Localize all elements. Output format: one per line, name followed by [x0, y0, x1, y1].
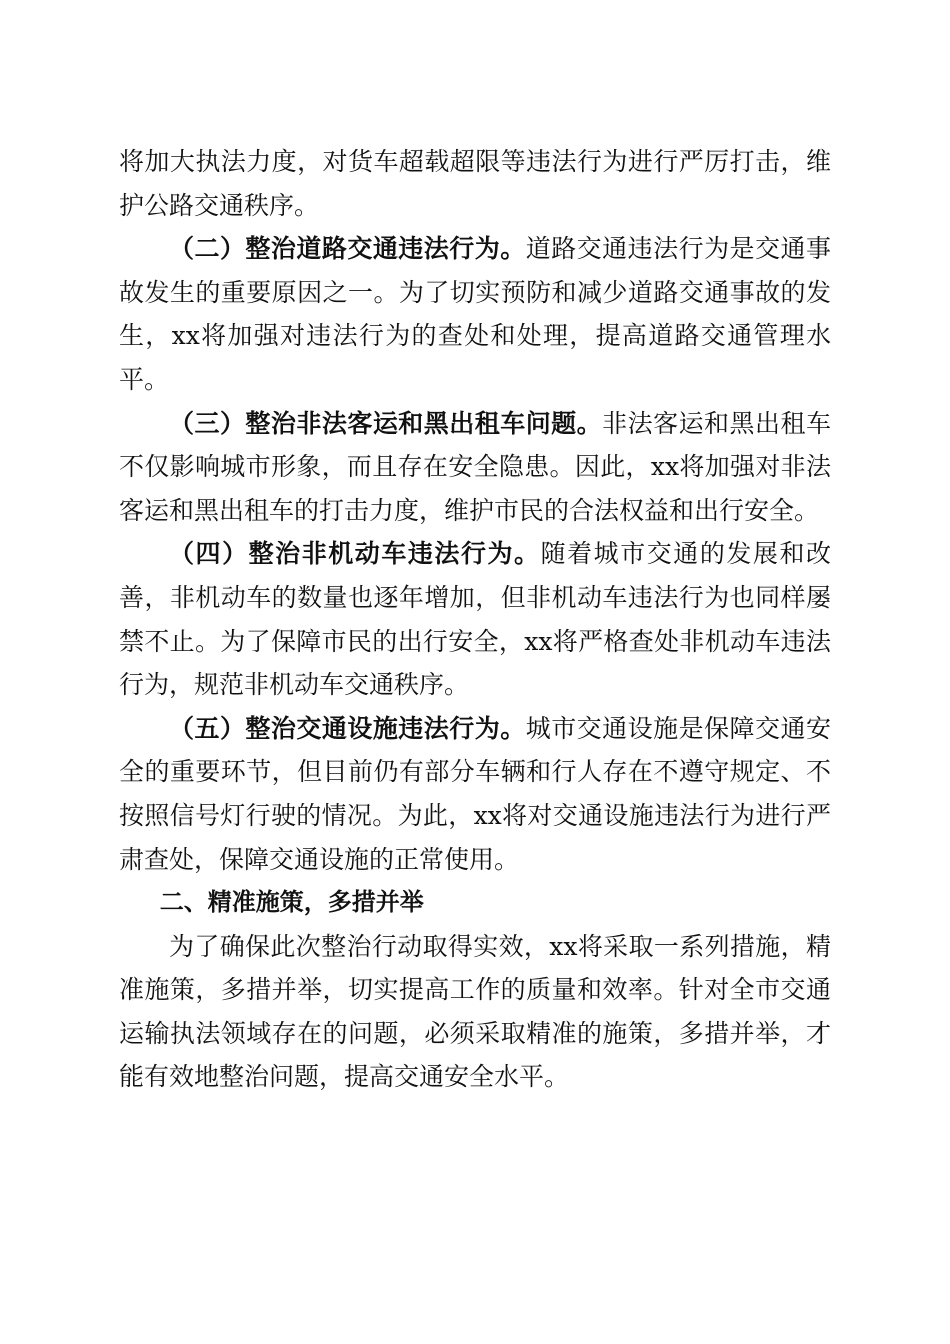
paragraph-body: 非法客运和黑出租车不仅影响城市形象，而且存在安全隐患。因此，xx将加强对非法客运和黑出租车的打击力度，维护市民的合法权益和出行安全。 — [119, 408, 831, 525]
paragraph-body: 将加大执法力度，对货车超载超限等违法行为进行严厉打击，维护公路交通秩序。 — [119, 147, 831, 220]
paragraph-lead: （二）整治道路交通违法行为。 — [169, 234, 526, 264]
closing-paragraph: 为了确保此次整治行动取得实效，xx将采取一系列措施，精准施策，多措并举，切实提高工作的质量和效率。针对全市交通运输执法领域存在的问题，必须采取精准的施策，多措并举，才能有效地整治问题，提高交通安全水平。 — [119, 931, 831, 1092]
section-heading: 二、精准施策，多措并举 — [159, 888, 424, 917]
paragraph-lead: （三）整治非法客运和黑出租车问题。 — [169, 408, 603, 438]
paragraph-item-2 — [119, 227, 831, 401]
paragraph-continuation — [119, 140, 831, 227]
paragraph-lead: （四）整治非机动车违法行为。 — [169, 539, 541, 569]
paragraph-item-4 — [119, 532, 831, 706]
paragraph-body: 道路交通违法行为是交通事故发生的重要原因之一。为了切实预防和减少道路交通事故的发生，xx将加强对违法行为的查处和处理，提高道路交通管理水平。 — [119, 234, 831, 394]
paragraph-lead: （五）整治交通设施违法行为。 — [169, 713, 526, 743]
paragraph-body: 随着城市交通的发展和改善，非机动车的数量也逐年增加，但非机动车违法行为也同样屡禁不止。为了保障市民的出行安全，xx将严格查处非机动车违法行为，规范非机动车交通秩序。 — [119, 539, 831, 700]
document-body — [119, 140, 831, 1099]
paragraph-item-3 — [119, 402, 831, 533]
paragraph-item-5 — [119, 707, 831, 881]
paragraph-body: 城市交通设施是保障交通安全的重要环节，但目前仍有部分车辆和行人存在不遵守规定、不按照信号灯行驶的情况。为此，xx将对交通设施违法行为进行严肃查处，保障交通设施的正常使用。 — [119, 713, 831, 874]
